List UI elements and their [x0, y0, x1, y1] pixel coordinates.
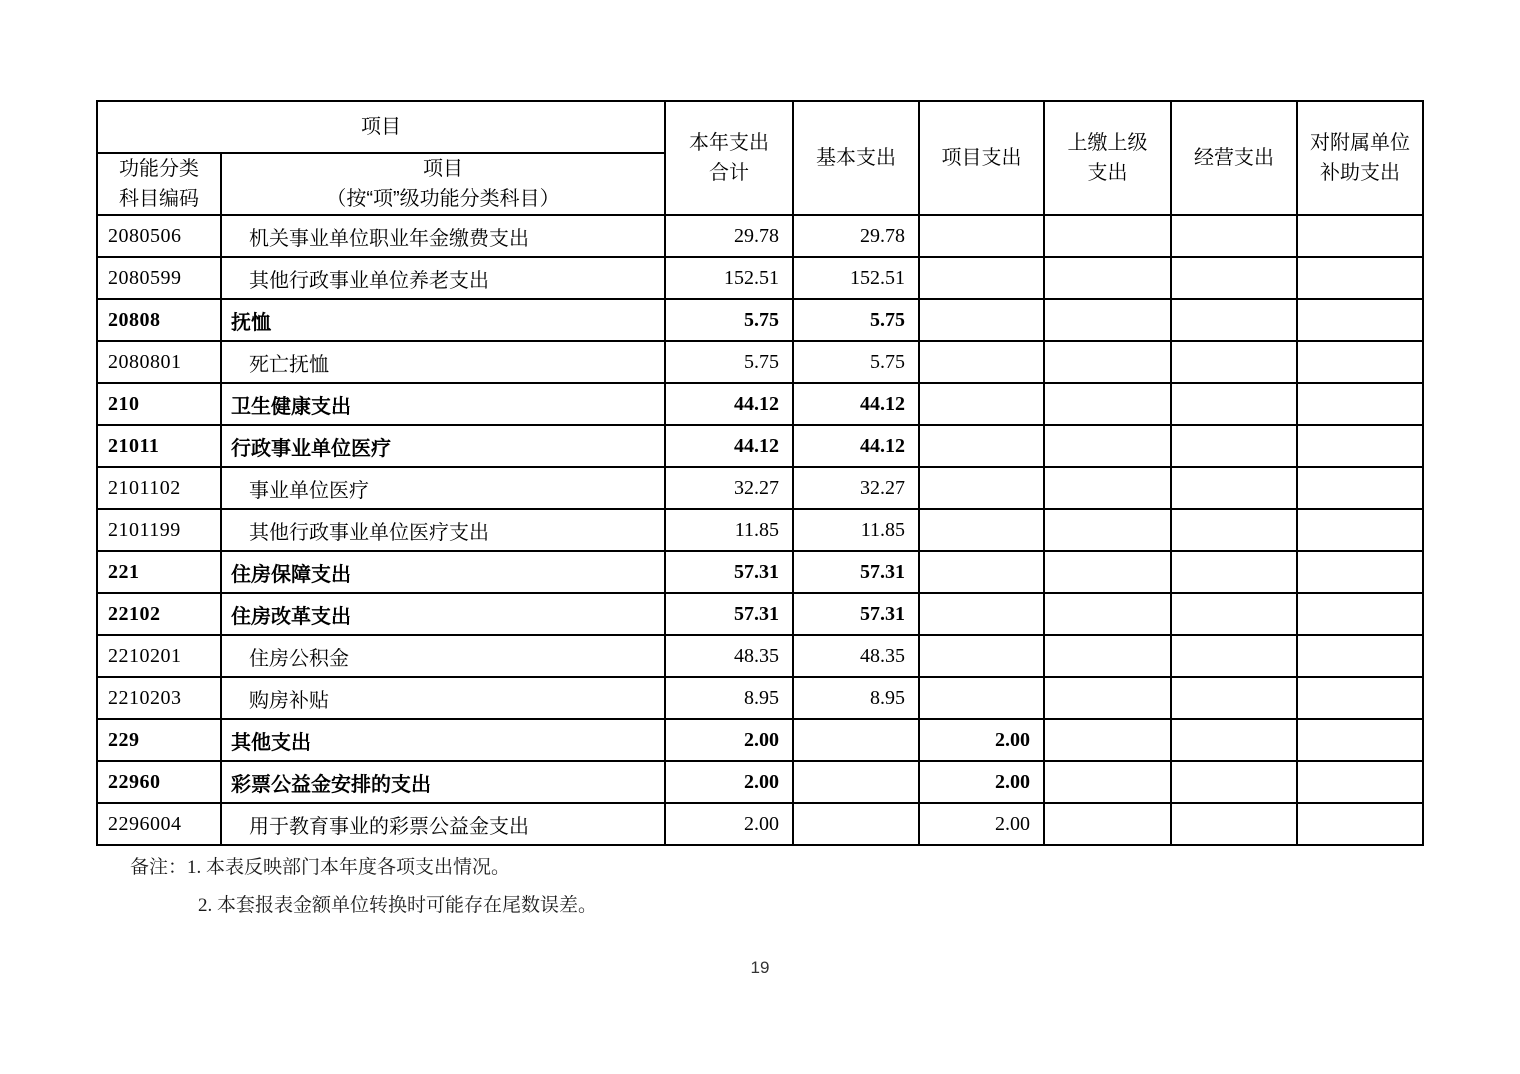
cell-basic-expenditure — [793, 761, 919, 803]
table-row — [97, 677, 1423, 719]
cell-basic-expenditure: 57.31 — [793, 551, 919, 593]
cell-function-code: 2080599 — [97, 257, 221, 299]
cell-item-name: 其他行政事业单位养老支出 — [221, 257, 665, 299]
table-row — [97, 467, 1423, 509]
cell-upper-payment — [1044, 761, 1171, 803]
cell-item-name: 机关事业单位职业年金缴费支出 — [221, 215, 665, 257]
cell-subsidy-expenditure — [1297, 761, 1423, 803]
cell-operating-expenditure — [1171, 299, 1297, 341]
cell-function-code: 20808 — [97, 299, 221, 341]
cell-project-expenditure — [919, 257, 1044, 299]
cell-basic-expenditure: 29.78 — [793, 215, 919, 257]
cell-basic-expenditure: 152.51 — [793, 257, 919, 299]
cell-upper-payment — [1044, 635, 1171, 677]
cell-total-expenditure: 2.00 — [665, 761, 793, 803]
cell-upper-payment — [1044, 677, 1171, 719]
cell-project-expenditure — [919, 635, 1044, 677]
cell-total-expenditure: 8.95 — [665, 677, 793, 719]
table-row — [97, 803, 1423, 845]
cell-operating-expenditure — [1171, 635, 1297, 677]
cell-upper-payment — [1044, 215, 1171, 257]
cell-subsidy-expenditure — [1297, 257, 1423, 299]
cell-project-expenditure: 2.00 — [919, 761, 1044, 803]
cell-total-expenditure: 5.75 — [665, 299, 793, 341]
cell-basic-expenditure: 11.85 — [793, 509, 919, 551]
cell-operating-expenditure — [1171, 593, 1297, 635]
cell-function-code: 22102 — [97, 593, 221, 635]
cell-subsidy-expenditure — [1297, 593, 1423, 635]
cell-basic-expenditure: 8.95 — [793, 677, 919, 719]
table-row — [97, 215, 1423, 257]
cell-project-expenditure: 2.00 — [919, 719, 1044, 761]
table-row — [97, 761, 1423, 803]
table-header — [97, 101, 1423, 215]
cell-subsidy-expenditure — [1297, 425, 1423, 467]
cell-project-expenditure — [919, 383, 1044, 425]
cell-item-name: 事业单位医疗 — [221, 467, 665, 509]
cell-upper-payment — [1044, 593, 1171, 635]
footnote-text-1: 1. 本表反映部门本年度各项支出情况。 — [187, 857, 511, 878]
cell-function-code: 2296004 — [97, 803, 221, 845]
expenditure-table-container — [96, 100, 1422, 846]
cell-function-code: 2080506 — [97, 215, 221, 257]
cell-function-code: 2080801 — [97, 341, 221, 383]
cell-basic-expenditure: 57.31 — [793, 593, 919, 635]
header-project-expenditure: 项目支出 — [919, 101, 1044, 215]
cell-project-expenditure — [919, 551, 1044, 593]
cell-basic-expenditure: 48.35 — [793, 635, 919, 677]
footnote-text-2: 2. 本套报表金额单位转换时可能存在尾数误差。 — [198, 895, 598, 916]
footnotes — [130, 856, 597, 932]
cell-total-expenditure: 57.31 — [665, 593, 793, 635]
cell-project-expenditure — [919, 593, 1044, 635]
table-row — [97, 383, 1423, 425]
table-row — [97, 509, 1423, 551]
cell-function-code: 229 — [97, 719, 221, 761]
cell-function-code: 2101199 — [97, 509, 221, 551]
header-group-project-label: 项目 — [361, 116, 401, 138]
cell-item-name: 彩票公益金安排的支出 — [221, 761, 665, 803]
cell-operating-expenditure — [1171, 719, 1297, 761]
cell-total-expenditure: 44.12 — [665, 425, 793, 467]
cell-item-name: 死亡抚恤 — [221, 341, 665, 383]
cell-project-expenditure — [919, 215, 1044, 257]
cell-subsidy-expenditure — [1297, 719, 1423, 761]
cell-basic-expenditure: 44.12 — [793, 425, 919, 467]
cell-item-name: 住房公积金 — [221, 635, 665, 677]
cell-subsidy-expenditure — [1297, 677, 1423, 719]
cell-total-expenditure: 2.00 — [665, 719, 793, 761]
cell-item-name: 住房保障支出 — [221, 551, 665, 593]
table-body — [97, 215, 1423, 845]
cell-subsidy-expenditure — [1297, 803, 1423, 845]
cell-project-expenditure — [919, 677, 1044, 719]
cell-item-name: 行政事业单位医疗 — [221, 425, 665, 467]
cell-upper-payment — [1044, 425, 1171, 467]
cell-operating-expenditure — [1171, 383, 1297, 425]
expenditure-table — [96, 100, 1424, 846]
table-row — [97, 257, 1423, 299]
cell-subsidy-expenditure — [1297, 215, 1423, 257]
cell-subsidy-expenditure — [1297, 341, 1423, 383]
cell-upper-payment — [1044, 803, 1171, 845]
cell-operating-expenditure — [1171, 215, 1297, 257]
cell-operating-expenditure — [1171, 467, 1297, 509]
cell-operating-expenditure — [1171, 761, 1297, 803]
header-total-expenditure: 本年支出 合计 — [665, 101, 793, 215]
cell-total-expenditure: 48.35 — [665, 635, 793, 677]
cell-project-expenditure — [919, 341, 1044, 383]
header-item-name: 项目 （按“项”级功能分类科目） — [221, 153, 665, 215]
cell-function-code: 221 — [97, 551, 221, 593]
header-basic-expenditure: 基本支出 — [793, 101, 919, 215]
cell-subsidy-expenditure — [1297, 635, 1423, 677]
cell-basic-expenditure: 5.75 — [793, 299, 919, 341]
cell-upper-payment — [1044, 719, 1171, 761]
cell-item-name: 购房补贴 — [221, 677, 665, 719]
footnote-line-2 — [130, 894, 597, 918]
footnote-label: 备注： — [130, 857, 188, 878]
table-row — [97, 719, 1423, 761]
page-number: 19 — [750, 958, 770, 977]
cell-item-name: 卫生健康支出 — [221, 383, 665, 425]
cell-upper-payment — [1044, 257, 1171, 299]
cell-subsidy-expenditure — [1297, 467, 1423, 509]
cell-upper-payment — [1044, 341, 1171, 383]
cell-total-expenditure: 32.27 — [665, 467, 793, 509]
cell-total-expenditure: 5.75 — [665, 341, 793, 383]
cell-subsidy-expenditure — [1297, 551, 1423, 593]
cell-basic-expenditure — [793, 719, 919, 761]
cell-operating-expenditure — [1171, 425, 1297, 467]
cell-basic-expenditure: 44.12 — [793, 383, 919, 425]
cell-item-name: 住房改革支出 — [221, 593, 665, 635]
cell-total-expenditure: 11.85 — [665, 509, 793, 551]
header-upper-payment: 上缴上级 支出 — [1044, 101, 1171, 215]
cell-subsidy-expenditure — [1297, 299, 1423, 341]
cell-operating-expenditure — [1171, 551, 1297, 593]
cell-operating-expenditure — [1171, 341, 1297, 383]
table-row — [97, 551, 1423, 593]
cell-project-expenditure: 2.00 — [919, 803, 1044, 845]
table-row — [97, 425, 1423, 467]
cell-upper-payment — [1044, 383, 1171, 425]
cell-project-expenditure — [919, 299, 1044, 341]
header-subsidy-expenditure: 对附属单位 补助支出 — [1297, 101, 1423, 215]
cell-basic-expenditure — [793, 803, 919, 845]
cell-function-code: 2210203 — [97, 677, 221, 719]
cell-function-code: 22960 — [97, 761, 221, 803]
cell-function-code: 2210201 — [97, 635, 221, 677]
cell-operating-expenditure — [1171, 257, 1297, 299]
table-row — [97, 341, 1423, 383]
cell-upper-payment — [1044, 299, 1171, 341]
cell-upper-payment — [1044, 467, 1171, 509]
cell-upper-payment — [1044, 551, 1171, 593]
cell-function-code: 2101102 — [97, 467, 221, 509]
cell-subsidy-expenditure — [1297, 383, 1423, 425]
header-function-code: 功能分类 科目编码 — [97, 153, 221, 215]
cell-basic-expenditure: 5.75 — [793, 341, 919, 383]
cell-total-expenditure: 44.12 — [665, 383, 793, 425]
table-row — [97, 299, 1423, 341]
cell-item-name: 用于教育事业的彩票公益金支出 — [221, 803, 665, 845]
cell-item-name: 其他支出 — [221, 719, 665, 761]
cell-project-expenditure — [919, 509, 1044, 551]
header-group-project — [97, 101, 665, 153]
cell-operating-expenditure — [1171, 509, 1297, 551]
cell-item-name: 抚恤 — [221, 299, 665, 341]
cell-operating-expenditure — [1171, 803, 1297, 845]
cell-total-expenditure: 152.51 — [665, 257, 793, 299]
cell-item-name: 其他行政事业单位医疗支出 — [221, 509, 665, 551]
cell-upper-payment — [1044, 509, 1171, 551]
cell-subsidy-expenditure — [1297, 509, 1423, 551]
cell-basic-expenditure: 32.27 — [793, 467, 919, 509]
cell-operating-expenditure — [1171, 677, 1297, 719]
cell-total-expenditure: 29.78 — [665, 215, 793, 257]
cell-function-code: 21011 — [97, 425, 221, 467]
cell-project-expenditure — [919, 467, 1044, 509]
header-operating-expenditure: 经营支出 — [1171, 101, 1297, 215]
table-row — [97, 635, 1423, 677]
cell-function-code: 210 — [97, 383, 221, 425]
cell-project-expenditure — [919, 425, 1044, 467]
footnote-line-1 — [130, 856, 597, 880]
table-row — [97, 593, 1423, 635]
cell-total-expenditure: 2.00 — [665, 803, 793, 845]
cell-total-expenditure: 57.31 — [665, 551, 793, 593]
